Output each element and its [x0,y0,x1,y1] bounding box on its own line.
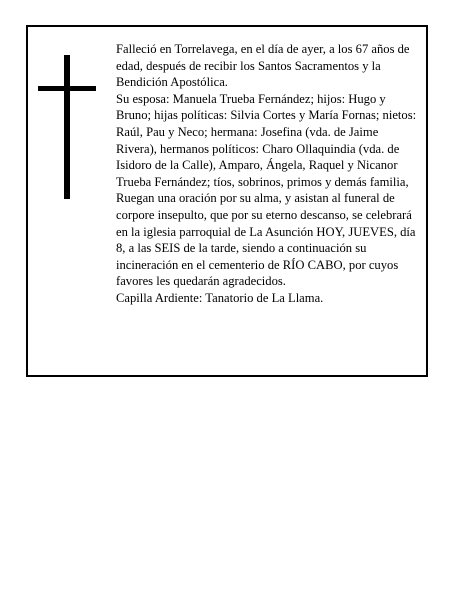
chapel-location: Capilla Ardiente: Tanatorio de La Llama. [116,290,324,305]
latin-cross-icon [38,55,98,199]
family-list: Su esposa: Manuela Trueba Fernández; hijos: Hugo y Bruno; hijas políticas: Silvia Cortes y María Fornas; nietos: Raúl, Pau y Neco; hermana: Josefina (vda. de Jaime Rivera), hermanos políticos: Charo Ollaquindia (vda. de Isidoro de la Calle), Amparo, Ángela, Raquel y Nicanor Trueba Fernández; tíos, sobrinos, primos y demás familia, [116,91,417,189]
cross-vertical-bar [64,55,70,199]
funeral-details: Ruegan una oración por su alma, y asistan al funeral de corpore insepulto, que por su eterno descanso, se celebrará en la iglesia parroquial de La Asunción HOY, JUEVES, día 8, a las SEIS de la tarde, siendo a continuación su incineración en el cementerio de RÍO CABO, por cuyos favores les quedarán agradecidos. [116,191,416,289]
cross-horizontal-bar [38,86,96,91]
obituary-notice [26,25,428,377]
death-announcement: Falleció en Torrelavega, en el día de ayer, a los 67 años de edad, después de recibir los Santos Sacramentos y la Bendición Apostólica. [116,42,410,90]
obituary-text [116,41,422,307]
